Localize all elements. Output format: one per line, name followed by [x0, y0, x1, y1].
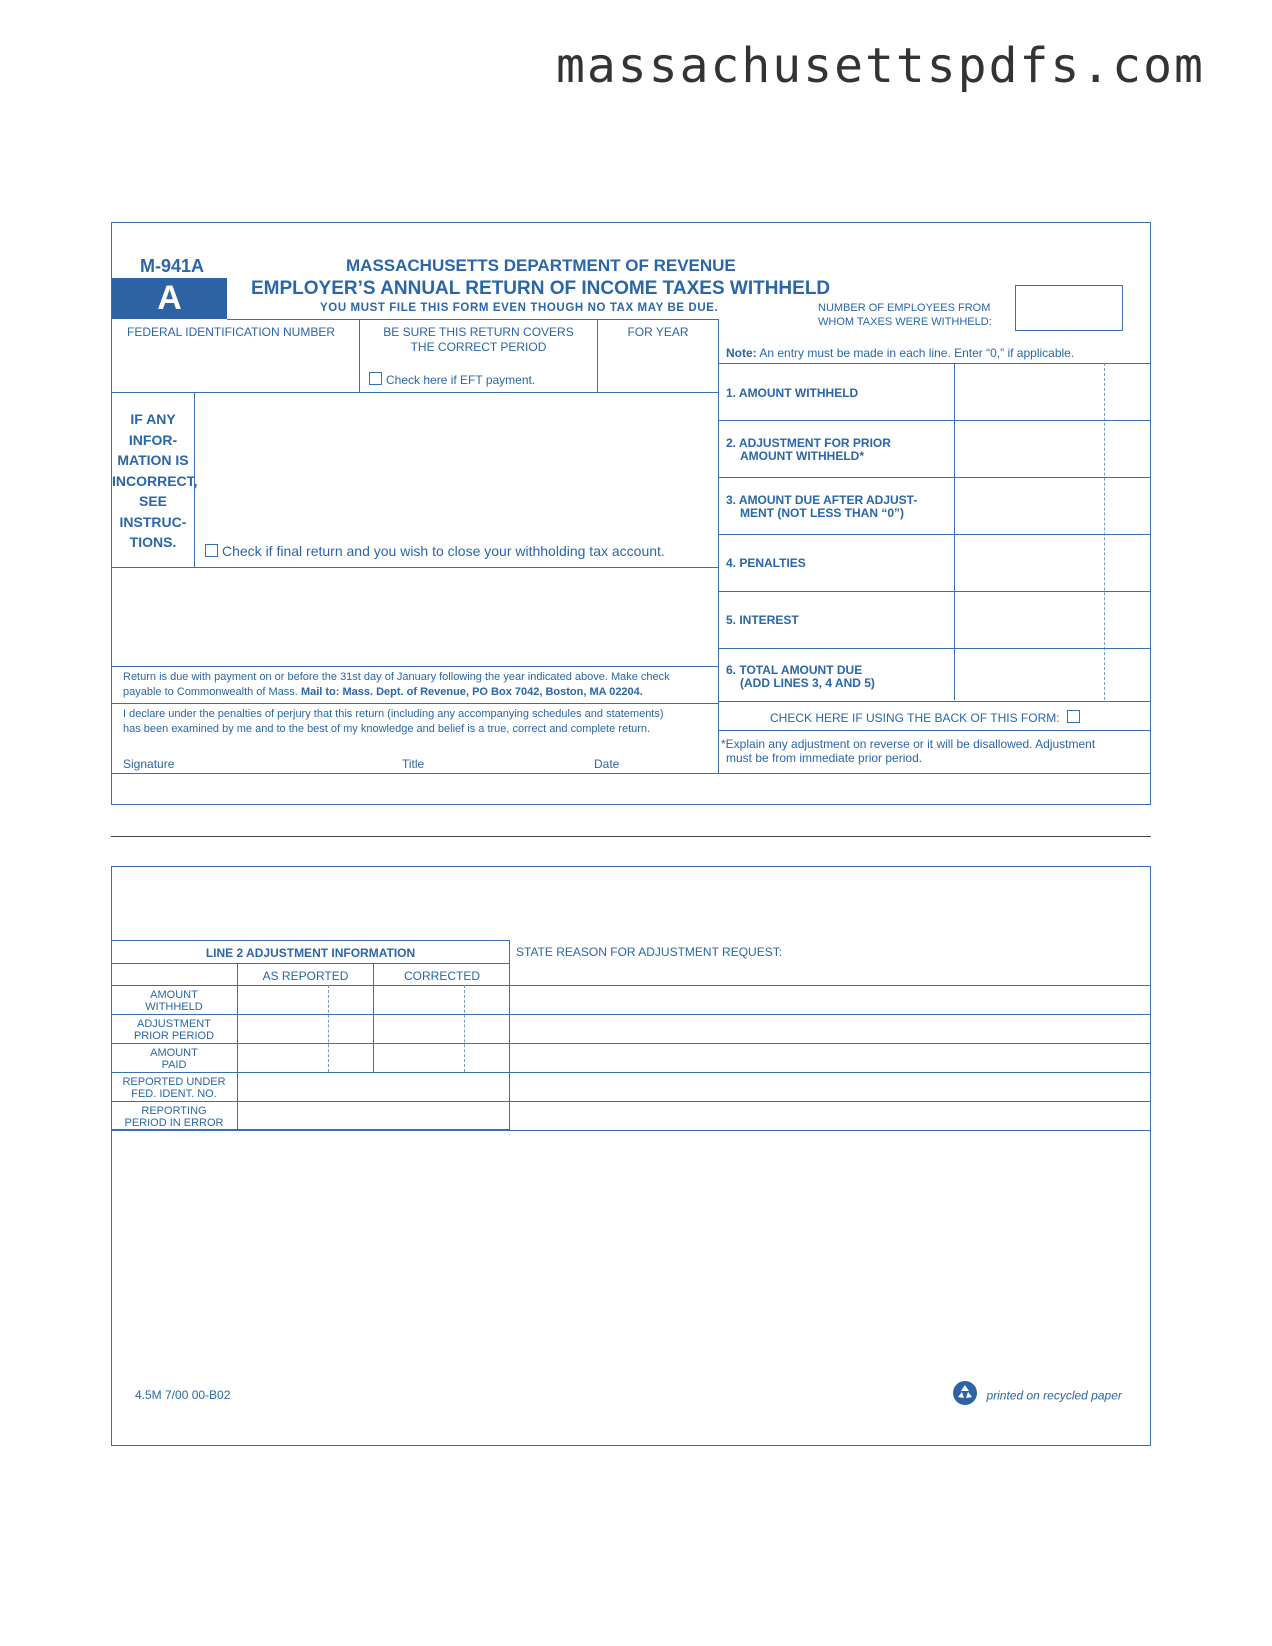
declare-text-1: I declare under the penalties of perjury that this return (including any accompanying schedules and statements) — [123, 708, 664, 720]
adj-row-4-label: REPORTED UNDER FED. IDENT. NO. — [122, 1076, 226, 1100]
left-row-divider-2 — [111, 567, 718, 568]
watermark-site: massachusettspdfs.com — [556, 38, 1205, 94]
eft-checkbox[interactable] — [369, 372, 382, 385]
line-3-label-cont: MENT (NOT LESS THAN “0”) — [740, 506, 904, 520]
adj-row-5-bottom — [111, 1130, 1151, 1131]
employees-count-input[interactable] — [1015, 285, 1123, 331]
line-5-label: 5. INTEREST — [726, 613, 799, 627]
title-label: Title — [402, 757, 425, 771]
due-text-payable: payable to Commonwealth of Mass. — [123, 686, 298, 698]
copy-letter-block — [112, 278, 227, 319]
final-return-label: Check if final return and you wish to close your withholding tax account. — [222, 543, 665, 559]
year-input[interactable] — [604, 345, 712, 383]
incorrect-info-note: IF ANY INFOR- MATION IS INCORRECT, SEE INSTRUC- TIONS. — [112, 411, 198, 550]
line-2-label: 2. ADJUSTMENT FOR PRIOR — [726, 436, 891, 450]
adj-reason-input[interactable] — [514, 988, 1146, 1126]
lines-bottom — [718, 701, 1151, 702]
date-label: Date — [594, 757, 620, 771]
form-title: EMPLOYER’S ANNUAL RETURN OF INCOME TAXES WITHHELD — [251, 278, 831, 299]
left-row-divider-1 — [111, 392, 718, 393]
explain-text-2: must be from immediate prior period. — [726, 751, 923, 765]
signature-label: Signature — [123, 757, 175, 771]
note-text: An entry must be made in each line. Enter “0,” if applicable. — [759, 346, 1075, 360]
adj-col-corrected: CORRECTED — [403, 969, 480, 983]
line-6-amount-input[interactable] — [958, 651, 1143, 697]
recycled-row — [952, 1380, 1122, 1411]
left-row-divider-4 — [111, 703, 718, 704]
period-label-2: THE CORRECT PERIOD — [410, 340, 547, 354]
lines-row-3 — [718, 534, 1151, 535]
adj-heading-bottom — [111, 963, 510, 964]
line-2-label-cont: AMOUNT WITHHELD* — [740, 449, 864, 463]
name-address-area[interactable] — [200, 398, 710, 536]
form-subtitle: YOU MUST FILE THIS FORM EVEN THOUGH NO TAX MAY BE DUE. — [320, 302, 719, 314]
lines-row-2 — [718, 477, 1151, 478]
recycled-text: printed on recycled paper — [986, 1388, 1122, 1403]
due-text-1: Return is due with payment on or before the 31st day of January following the year indicated above. Make check — [123, 671, 670, 683]
employees-label-2: WHOM TAXES WERE WITHHELD: — [818, 316, 992, 328]
eft-label: Check here if EFT payment. — [386, 373, 536, 387]
eft-checkbox-row[interactable] — [369, 372, 535, 387]
header-divider — [227, 319, 719, 320]
note-bold: Note: — [726, 346, 757, 360]
line-6-label-cont: (ADD LINES 3, 4 AND 5) — [740, 676, 875, 690]
period-label-1: BE SURE THIS RETURN COVERS — [383, 325, 574, 339]
due-text-2 — [123, 686, 643, 698]
lines-row-1 — [718, 420, 1151, 421]
fed-id-input[interactable] — [118, 345, 352, 383]
line-3-label: 3. AMOUNT DUE AFTER ADJUST- — [726, 493, 918, 507]
tear-separator — [111, 836, 1151, 837]
back-check-label: CHECK HERE IF USING THE BACK OF THIS FORM: — [770, 711, 1060, 725]
footer-code: 4.5M 7/00 00-B02 — [135, 1388, 231, 1402]
adj-col-reported: AS REPORTED — [262, 969, 349, 983]
back-check-checkbox[interactable] — [1067, 710, 1080, 723]
adj-row-3-label: AMOUNT PAID — [150, 1047, 198, 1071]
adj-values-input[interactable] — [241, 988, 505, 1126]
line-1-label: 1. AMOUNT WITHHELD — [726, 386, 859, 400]
adj-heading: LINE 2 ADJUSTMENT INFORMATION — [205, 946, 416, 960]
fed-id-label: FEDERAL IDENTIFICATION NUMBER — [127, 325, 336, 339]
line-1-amount-input[interactable] — [958, 366, 1143, 416]
adj-row-1-label: AMOUNT WITHHELD — [145, 989, 203, 1013]
adj-reason-label: STATE REASON FOR ADJUSTMENT REQUEST: — [516, 945, 783, 959]
line-6-label: 6. TOTAL AMOUNT DUE — [726, 663, 863, 677]
line-5-amount-input[interactable] — [958, 594, 1143, 644]
final-return-row[interactable] — [205, 543, 665, 559]
note-line — [726, 346, 1074, 360]
adj-colhead-bottom — [111, 985, 1151, 986]
left-row-divider-3 — [111, 666, 718, 667]
signature-line — [111, 773, 1151, 774]
employees-label-1: NUMBER OF EMPLOYEES FROM — [818, 302, 991, 314]
lines-row-4 — [718, 591, 1151, 592]
line-2-amount-input[interactable] — [958, 423, 1143, 473]
mail-to-address: Mail to: Mass. Dept. of Revenue, PO Box 7042, Boston, MA 02204. — [300, 686, 643, 698]
final-return-checkbox[interactable] — [205, 544, 218, 557]
declare-text-2: has been examined by me and to the best of my knowledge and belief is a true, correct and complete return. — [123, 723, 651, 735]
lines-row-5 — [718, 648, 1151, 649]
left-right-divider — [718, 319, 719, 773]
lines-top — [718, 363, 1151, 364]
form-id: M-941A — [140, 256, 205, 276]
signature-input[interactable] — [118, 735, 708, 755]
explain-text-1: *Explain any adjustment on reverse or it will be disallowed. Adjustment — [721, 737, 1096, 751]
line-4-label: 4. PENALTIES — [726, 556, 806, 570]
back-check-row[interactable] — [770, 710, 1084, 725]
adj-row-5-label: REPORTING PERIOD IN ERROR — [124, 1105, 224, 1129]
copy-letter: A — [157, 279, 182, 317]
adj-row-2-label: ADJUSTMENT PRIOR PERIOD — [133, 1018, 215, 1042]
lines-label-divider — [954, 363, 955, 700]
adj-rowlabel-divider — [237, 963, 238, 1130]
department-title: MASSACHUSETTS DEPARTMENT OF REVENUE — [346, 256, 736, 275]
year-label: FOR YEAR — [627, 325, 689, 339]
line-3-amount-input[interactable] — [958, 480, 1143, 530]
recycle-icon — [952, 1380, 978, 1411]
line-4-amount-input[interactable] — [958, 537, 1143, 587]
right-row-divider-explain — [718, 730, 1151, 731]
